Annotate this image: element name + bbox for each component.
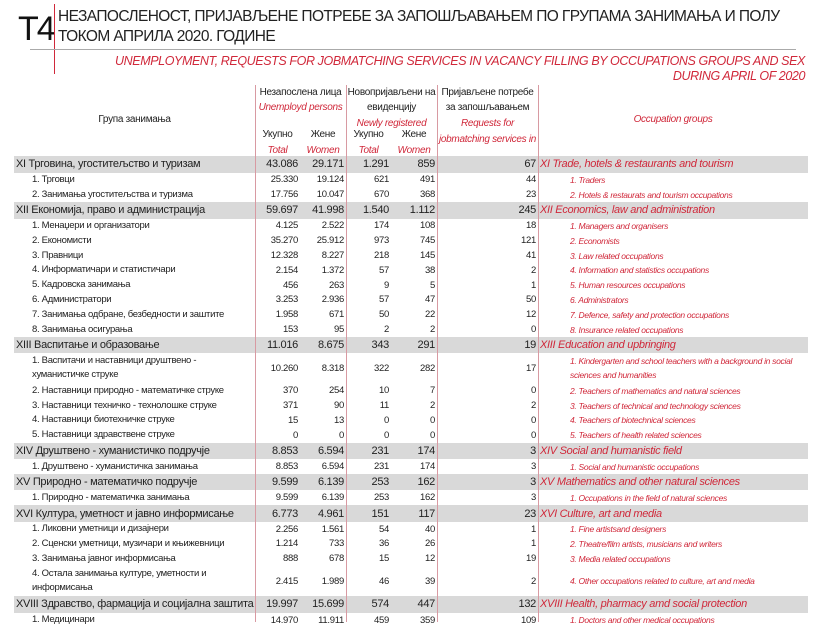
cell-new-women: 38 [425, 264, 435, 276]
cell-label: 2. Сценски уметници, музичари и књижевници [32, 537, 225, 549]
header-unemployed-en: Unemployd persons [258, 102, 343, 113]
cell-new-women: 39 [425, 575, 435, 587]
cell-requests: 17 [526, 362, 536, 374]
cell-label: XIV Друштвено - хуманистичко подручје [14, 443, 255, 460]
cell-total: 2.154 [275, 264, 298, 276]
cell-new-total: 0 [384, 414, 389, 426]
cell-women: 4.961 [300, 505, 346, 522]
cell-new-total: 36 [379, 538, 389, 550]
header-total-en: Total [267, 145, 288, 156]
cell-requests: 109 [521, 614, 536, 626]
cell-requests: 3 [437, 474, 538, 491]
cell-requests: 0 [531, 385, 536, 397]
cell-label: XVI Култура, уметност и јавно информисање [14, 505, 255, 522]
cell-total: 19.997 [255, 596, 300, 613]
header-new-women-sr: Жене [401, 129, 427, 140]
cell-en: 1. Kindergarten and school teachers with a background in social sciences and humanities [570, 356, 793, 381]
cell-women: 95 [334, 324, 344, 336]
cell-new-women: 108 [420, 220, 435, 232]
group-row [14, 156, 808, 173]
occupation-table [14, 156, 808, 627]
cell-women: 678 [329, 553, 344, 565]
cell-new-total: 218 [374, 250, 389, 262]
cell-en: 4. Information and statistics occupations [570, 265, 709, 276]
cell-total: 11.016 [255, 337, 300, 354]
cell-women: 8.318 [321, 362, 344, 374]
cell-requests: 245 [437, 202, 538, 219]
cell-label: XVIII Здравство, фармација и социјална заштита [14, 596, 255, 613]
cell-new-total: 57 [379, 264, 389, 276]
header-total-sr: Укупно [262, 129, 293, 140]
cell-en: 4. Other occupations related to culture, art and media [570, 576, 755, 587]
cell-en: XVI Culture, art and media [538, 505, 808, 522]
cell-requests: 132 [437, 596, 538, 613]
cell-new-women: 40 [425, 523, 435, 535]
header-new-women-en: Women [397, 145, 431, 156]
cell-label: XIII Васпитање и образовање [14, 337, 255, 354]
cell-requests: 1 [531, 279, 536, 291]
cell-label: 1. Трговци [32, 173, 75, 185]
cell-en: XV Mathematics and other natural sciences [538, 474, 808, 491]
table-code: T4 [18, 10, 54, 48]
cell-women: 19.124 [316, 174, 344, 186]
cell-en: 2. Economists [570, 235, 620, 246]
cell-total: 10.260 [270, 362, 298, 374]
cell-new-total: 253 [346, 474, 391, 491]
cell-en: XI Trade, hotels & restaurants and tourism [538, 156, 808, 173]
table-row [14, 459, 808, 474]
cell-women: 1.372 [321, 264, 344, 276]
cell-women: 8.227 [321, 250, 344, 262]
cell-new-women: 491 [420, 174, 435, 186]
cell-en: 1. Traders [570, 174, 606, 185]
cell-new-total: 231 [374, 461, 389, 473]
cell-total: 14.970 [270, 614, 298, 626]
cell-women: 41.998 [300, 202, 346, 219]
cell-new-total: 1.291 [346, 156, 391, 173]
header-unemployed-sr: Незапослена лица [259, 87, 342, 98]
cell-en: 3. Teachers of technical and technology sciences [570, 400, 741, 411]
cell-new-total: 0 [384, 429, 389, 441]
cell-women: 2.936 [321, 294, 344, 306]
table-row [14, 187, 808, 202]
cell-requests: 3 [437, 443, 538, 460]
cell-requests: 0 [531, 324, 536, 336]
cell-total: 4.125 [275, 220, 298, 232]
cell-requests: 2 [531, 400, 536, 412]
cell-total: 6.773 [255, 505, 300, 522]
cell-en: 2. Hotels & restaurats and tourism occupations [570, 189, 733, 200]
cell-new-women: 1.112 [391, 202, 437, 219]
cell-total: 153 [283, 324, 298, 336]
cell-label: 1. Медицинари [32, 614, 95, 626]
cell-requests: 50 [526, 294, 536, 306]
table-row [14, 428, 808, 443]
cell-en: XII Economics, law and administration [538, 202, 808, 219]
table-row [14, 219, 808, 234]
cell-requests: 18 [526, 220, 536, 232]
header-women-en: Women [306, 145, 340, 156]
header-requests-sr-1: Пријављене потребе [441, 87, 534, 98]
cell-label: 1. Друштвено - хуманистичка занимања [32, 460, 198, 472]
cell-new-total: 11 [379, 400, 389, 412]
cell-total: 3.253 [275, 294, 298, 306]
cell-new-total: 9 [384, 279, 389, 291]
cell-new-women: 174 [420, 461, 435, 473]
cell-new-women: 0 [430, 429, 435, 441]
column-divider [538, 85, 539, 622]
cell-new-women: 447 [391, 596, 437, 613]
cell-new-total: 15 [379, 553, 389, 565]
cell-women: 2.522 [321, 220, 344, 232]
table-row [14, 353, 808, 383]
cell-women: 13 [334, 414, 344, 426]
cell-label: 3. Правници [32, 249, 84, 261]
header-new-en: Newly registered [356, 118, 427, 129]
table-row [14, 490, 808, 505]
cell-requests: 19 [526, 553, 536, 565]
cell-label: 1. Менаџери и организатори [32, 219, 150, 231]
cell-en: 1. Managers and organisers [570, 220, 669, 231]
cell-new-total: 46 [379, 575, 389, 587]
cell-total: 9.599 [275, 492, 298, 504]
cell-women: 25.912 [316, 235, 344, 247]
cell-new-total: 459 [374, 614, 389, 626]
cell-label: XV Природно - математичко подручје [14, 474, 255, 491]
cell-label: 6. Администратори [32, 293, 112, 305]
cell-label: 1. Природно - математичка занимања [32, 491, 190, 503]
cell-label: 1. Ликовни уметници и дизајнери [32, 523, 169, 535]
cell-total: 1.214 [275, 538, 298, 550]
cell-new-women: 2 [430, 324, 435, 336]
table-row [14, 522, 808, 537]
cell-en: 1. Doctors and other medical occupations [570, 615, 715, 626]
cell-total: 59.697 [255, 202, 300, 219]
cell-en: 7. Defence, safety and protection occupations [570, 309, 729, 320]
column-divider [255, 85, 256, 622]
header-requests-en-1: Requests for [460, 118, 515, 129]
cell-new-total: 253 [374, 492, 389, 504]
table-row [14, 613, 808, 627]
cell-new-women: 2 [430, 400, 435, 412]
cell-women: 0 [339, 429, 344, 441]
table-row [14, 413, 808, 428]
cell-total: 8.853 [275, 461, 298, 473]
cell-label: XII Економија, право и администрација [14, 202, 255, 219]
cell-new-total: 174 [374, 220, 389, 232]
cell-total: 43.086 [255, 156, 300, 173]
table-row [14, 551, 808, 566]
cell-label: XI Трговина, угоститељство и туризам [14, 156, 255, 173]
cell-new-women: 117 [391, 505, 437, 522]
cell-women: 6.139 [321, 492, 344, 504]
cell-total: 17.756 [270, 189, 298, 201]
cell-requests: 0 [531, 414, 536, 426]
page-title-line-1: НЕЗАПОСЛЕНОСТ, ПРИЈАВЉЕНЕ ПОТРЕБЕ ЗА ЗАПОШЉАВАЊЕМ ПО ГРУПАМА ЗАНИМАЊА И ПОЛУ [58, 8, 780, 25]
table-body [14, 156, 808, 627]
cell-new-total: 54 [379, 523, 389, 535]
cell-new-total: 670 [374, 189, 389, 201]
subtitle-en-line-2: DURING APRIL OF 2020 [672, 69, 805, 83]
cell-new-women: 5 [430, 279, 435, 291]
column-divider [437, 85, 438, 622]
cell-label: 2. Наставници природно - математичке струке [32, 384, 224, 396]
cell-label: 4. Наставници биотехничке струке [32, 414, 175, 426]
cell-en: 3. Law related occupations [570, 250, 664, 261]
group-row [14, 443, 808, 460]
cell-new-women: 162 [420, 492, 435, 504]
cell-en: XIII Education and upbringing [538, 337, 808, 354]
table-row [14, 307, 808, 322]
group-row [14, 202, 808, 219]
table-row [14, 173, 808, 188]
cell-women: 29.171 [300, 156, 346, 173]
cell-label: 8. Занимања осигурања [32, 323, 133, 335]
header-new-sr-2: евиденцију [367, 102, 416, 113]
cell-new-women: 745 [420, 235, 435, 247]
cell-en: 6. Administrators [570, 294, 629, 305]
cell-new-women: 162 [391, 474, 437, 491]
cell-total: 888 [283, 553, 298, 565]
cell-requests: 2 [531, 575, 536, 587]
cell-new-women: 47 [425, 294, 435, 306]
page-title-line-2: ТОКОМ АПРИЛА 2020. ГОДИНЕ [58, 28, 276, 45]
cell-women: 8.675 [300, 337, 346, 354]
group-row [14, 505, 808, 522]
header-women-sr: Жене [310, 129, 336, 140]
cell-label: 4. Информатичари и статистичари [32, 264, 176, 276]
cell-label: 2. Занимања угоститељства и туризма [32, 188, 193, 200]
cell-new-total: 151 [346, 505, 391, 522]
column-divider [346, 85, 347, 622]
group-row [14, 596, 808, 613]
cell-new-women: 12 [425, 553, 435, 565]
cell-requests: 12 [526, 309, 536, 321]
cell-en: 1. Occupations in the field of natural sciences [570, 492, 727, 503]
table-row [14, 383, 808, 398]
cell-total: 371 [283, 400, 298, 412]
cell-requests: 41 [526, 250, 536, 262]
cell-new-total: 231 [346, 443, 391, 460]
cell-label: 5. Кадровска занимања [32, 279, 131, 291]
cell-label: 2. Економисти [32, 234, 92, 246]
header-requests-sr-2: за запошљавањем [445, 102, 530, 113]
header-new-total-en: Total [358, 145, 379, 156]
cell-label: 4. Остала занимања културе, уметности и информисања [32, 568, 207, 594]
cell-en: 5. Human resources occupations [570, 280, 686, 291]
cell-women: 10.047 [316, 189, 344, 201]
table-row [14, 537, 808, 552]
table-row [14, 566, 808, 596]
cell-new-women: 859 [391, 156, 437, 173]
cell-total: 15 [288, 414, 298, 426]
table-row [14, 322, 808, 337]
cell-new-total: 343 [346, 337, 391, 354]
cell-new-women: 368 [420, 189, 435, 201]
cell-total: 12.328 [270, 250, 298, 262]
cell-en: 8. Insurance related occupations [570, 324, 684, 335]
table-row [14, 293, 808, 308]
cell-total: 0 [293, 429, 298, 441]
cell-en: 1. Social and humanistic occupations [570, 461, 700, 472]
cell-new-total: 322 [374, 362, 389, 374]
cell-total: 1.958 [275, 309, 298, 321]
cell-new-women: 0 [430, 414, 435, 426]
cell-new-total: 10 [379, 385, 389, 397]
cell-total: 2.415 [275, 575, 298, 587]
cell-en: 5. Teachers of health related sciences [570, 430, 702, 441]
header-group-en: Occupation groups [633, 114, 713, 125]
cell-new-total: 621 [374, 174, 389, 186]
cell-new-women: 7 [430, 385, 435, 397]
cell-requests: 23 [437, 505, 538, 522]
cell-new-total: 973 [374, 235, 389, 247]
cell-women: 90 [334, 400, 344, 412]
cell-total: 9.599 [255, 474, 300, 491]
cell-en: XIV Social and humanistic field [538, 443, 808, 460]
cell-requests: 19 [437, 337, 538, 354]
table-row [14, 233, 808, 248]
table-row [14, 248, 808, 263]
cell-new-women: 22 [425, 309, 435, 321]
cell-requests: 121 [521, 235, 536, 247]
cell-total: 456 [283, 279, 298, 291]
cell-women: 671 [329, 309, 344, 321]
cell-new-total: 574 [346, 596, 391, 613]
cell-requests: 1 [531, 538, 536, 550]
cell-new-women: 291 [391, 337, 437, 354]
cell-new-total: 50 [379, 309, 389, 321]
cell-requests: 1 [531, 523, 536, 535]
cell-women: 6.139 [300, 474, 346, 491]
cell-new-total: 2 [384, 324, 389, 336]
cell-new-total: 57 [379, 294, 389, 306]
cell-requests: 2 [531, 264, 536, 276]
table-row [14, 398, 808, 413]
table-row [14, 263, 808, 278]
cell-label: 3. Наставници техничко - технолошке струке [32, 399, 217, 411]
cell-women: 733 [329, 538, 344, 550]
cell-new-women: 26 [425, 538, 435, 550]
cell-en: 3. Media related occupations [570, 553, 671, 564]
cell-women: 263 [329, 279, 344, 291]
cell-requests: 0 [531, 429, 536, 441]
cell-en: 2. Teachers of mathematics and natural sciences [570, 385, 741, 396]
group-row [14, 474, 808, 491]
cell-en: 2. Theatre/film artists, musicians and writers [570, 538, 723, 549]
cell-label: 5. Наставници здравствене струке [32, 429, 175, 441]
subtitle-en-line-1: UNEMPLOYMENT, REQUESTS FOR JOBMATCHING SERVICES IN VACANCY FILLING BY OCCUPATIONS GROUPS AND SEX [115, 54, 805, 68]
cell-requests: 3 [531, 492, 536, 504]
cell-women: 11.911 [318, 614, 344, 626]
cell-new-women: 145 [420, 250, 435, 262]
cell-total: 370 [283, 385, 298, 397]
cell-women: 1.561 [321, 523, 344, 535]
cell-new-women: 359 [420, 614, 435, 626]
cell-requests: 23 [526, 189, 536, 201]
title-divider [54, 4, 55, 74]
header-group-sr: Група занимања [98, 114, 171, 125]
cell-total: 8.853 [255, 443, 300, 460]
cell-women: 15.699 [300, 596, 346, 613]
header-new-sr-1: Новопријављени на [347, 87, 436, 98]
cell-total: 35.270 [270, 235, 298, 247]
cell-en: 1. Fine artistsand designers [570, 524, 667, 535]
header-requests-en-2: jobmatching services in [438, 134, 537, 145]
cell-women: 6.594 [321, 461, 344, 473]
table-row [14, 278, 808, 293]
cell-new-women: 282 [420, 362, 435, 374]
cell-requests: 44 [526, 174, 536, 186]
title-rule [30, 49, 796, 50]
cell-label: 7. Занимања одбране, безбедности и заштите [32, 308, 225, 320]
group-row [14, 337, 808, 354]
cell-women: 254 [329, 385, 344, 397]
cell-requests: 3 [531, 461, 536, 473]
cell-requests: 67 [437, 156, 538, 173]
cell-total: 25.330 [270, 174, 298, 186]
cell-en: XVIII Health, pharmacy amd social protection [538, 596, 808, 613]
cell-label: 3. Занимања јавног информисања [32, 552, 176, 564]
cell-total: 2.256 [275, 523, 298, 535]
cell-new-women: 174 [391, 443, 437, 460]
cell-new-total: 1.540 [346, 202, 391, 219]
header-new-total-sr: Укупно [353, 129, 384, 140]
cell-en: 4. Teachers of biotechnical sciences [570, 415, 696, 426]
cell-label: 1. Васпитачи и наставници друштвено - хуманистичке струке [32, 355, 197, 381]
cell-women: 1.989 [321, 575, 344, 587]
cell-women: 6.594 [300, 443, 346, 460]
